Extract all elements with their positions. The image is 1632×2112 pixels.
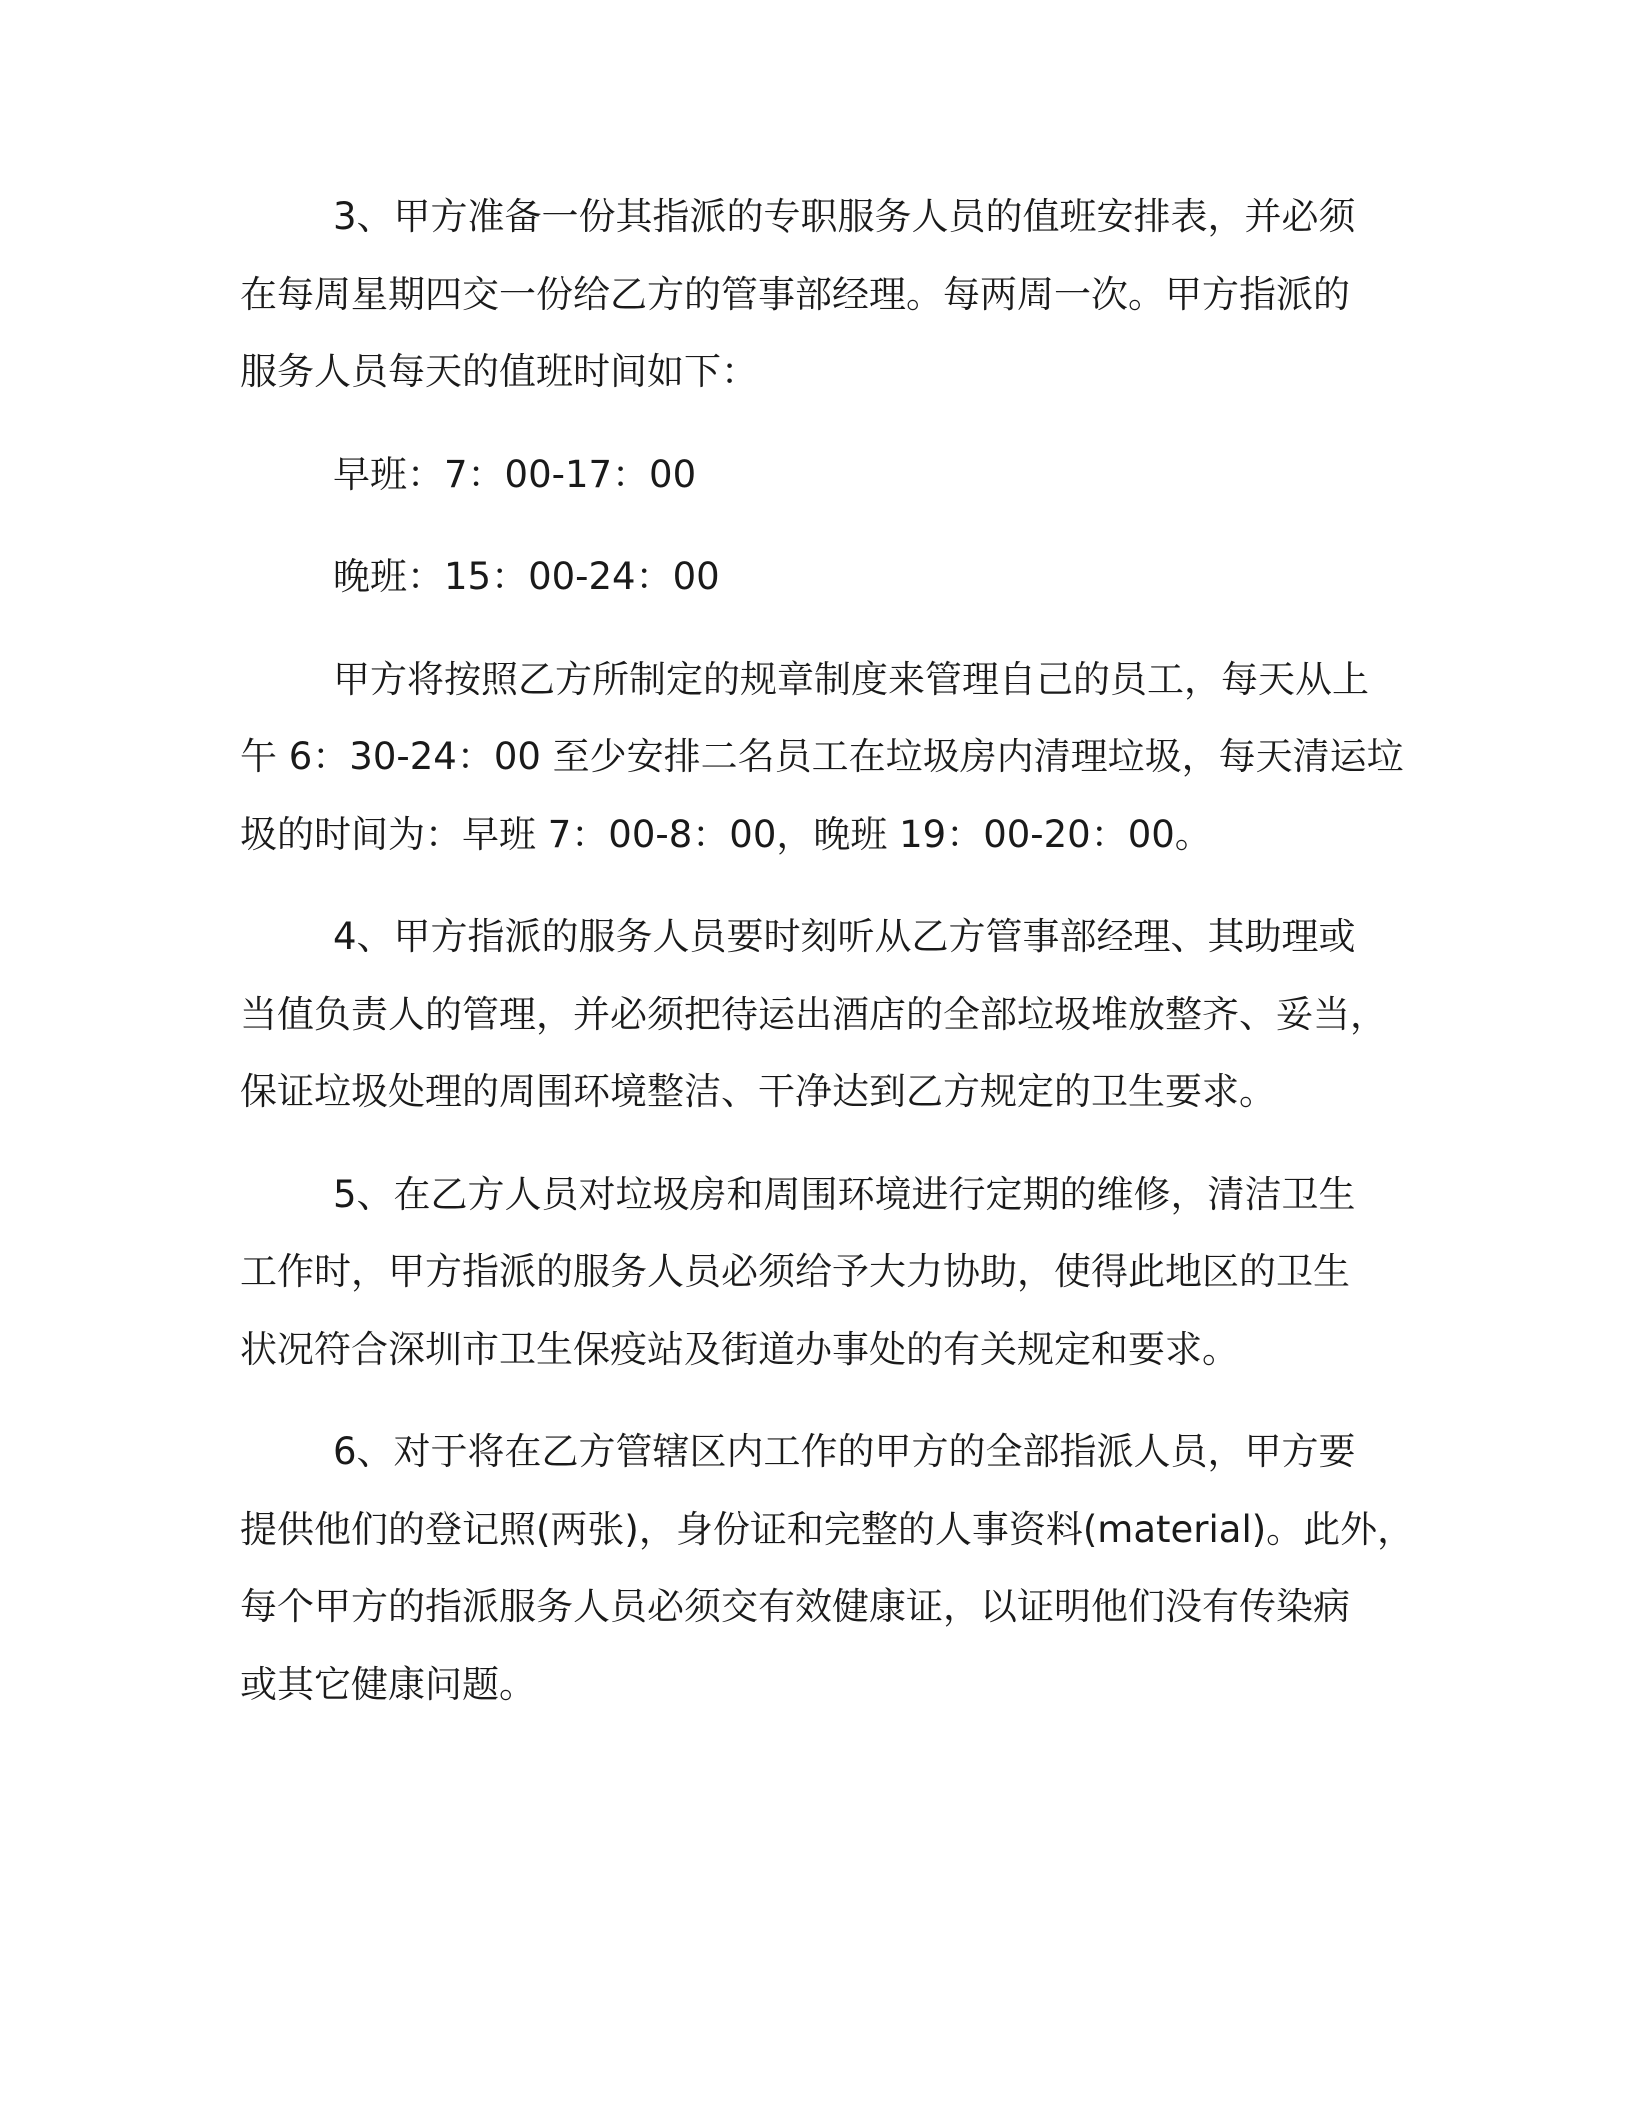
document-page	[240, 178, 1415, 1748]
text-line: 保证垃圾处理的周围环境整洁、干净达到乙方规定的卫生要求。	[240, 1070, 1276, 1113]
text-line: 服务人员每天的值班时间如下：	[240, 350, 758, 393]
text-line: 圾的时间为：早班 7：00-8：00，晚班 19：00-20：00。	[240, 812, 1212, 856]
paragraph	[240, 178, 1390, 411]
text-line: 晚班：15：00-24：00	[333, 555, 720, 598]
text-line: 状况符合深圳市卫生保疫站及街道办事处的有关规定和要求。	[240, 1327, 1239, 1371]
text-line: 4、甲方指派的服务人员要时刻听从乙方管事部经理、其助理或	[333, 915, 1356, 958]
text-line: 或其它健康问题。	[240, 1662, 536, 1706]
text-line: 5、在乙方人员对垃圾房和周围环境进行定期的维修，清洁卫生	[333, 1172, 1356, 1216]
text-line: 提供他们的登记照(两张)，身份证和完整的人事资料(material)。此外，	[240, 1507, 1415, 1551]
text-line: 3、甲方准备一份其指派的专职服务人员的值班安排表，并必须	[333, 195, 1356, 238]
text-line: 在每周星期四交一份给乙方的管事部经理。每两周一次。甲方指派的	[240, 272, 1350, 316]
text-line: 午 6：30-24：00 至少安排二名员工在垃圾房内清理垃圾，每天清运垃	[240, 735, 1404, 778]
text-line: 工作时，甲方指派的服务人员必须给予大力协助，使得此地区的卫生	[240, 1250, 1350, 1293]
text-line: 甲方将按照乙方所制定的规章制度来管理自己的员工，每天从上	[333, 657, 1369, 701]
text-line: 早班：7：00-17：00	[333, 452, 697, 496]
text-line: 每个甲方的指派服务人员必须交有效健康证，以证明他们没有传染病	[240, 1585, 1350, 1628]
paragraph	[240, 641, 1404, 874]
paragraph	[240, 1156, 1390, 1389]
paragraph	[240, 1413, 1415, 1723]
text-line: 6、对于将在乙方管辖区内工作的甲方的全部指派人员，甲方要	[333, 1430, 1356, 1473]
paragraph	[240, 538, 1390, 616]
paragraph	[240, 898, 1390, 1131]
text-line: 当值负责人的管理，并必须把待运出酒店的全部垃圾堆放整齐、妥当，	[240, 992, 1387, 1036]
paragraph	[240, 436, 1390, 514]
